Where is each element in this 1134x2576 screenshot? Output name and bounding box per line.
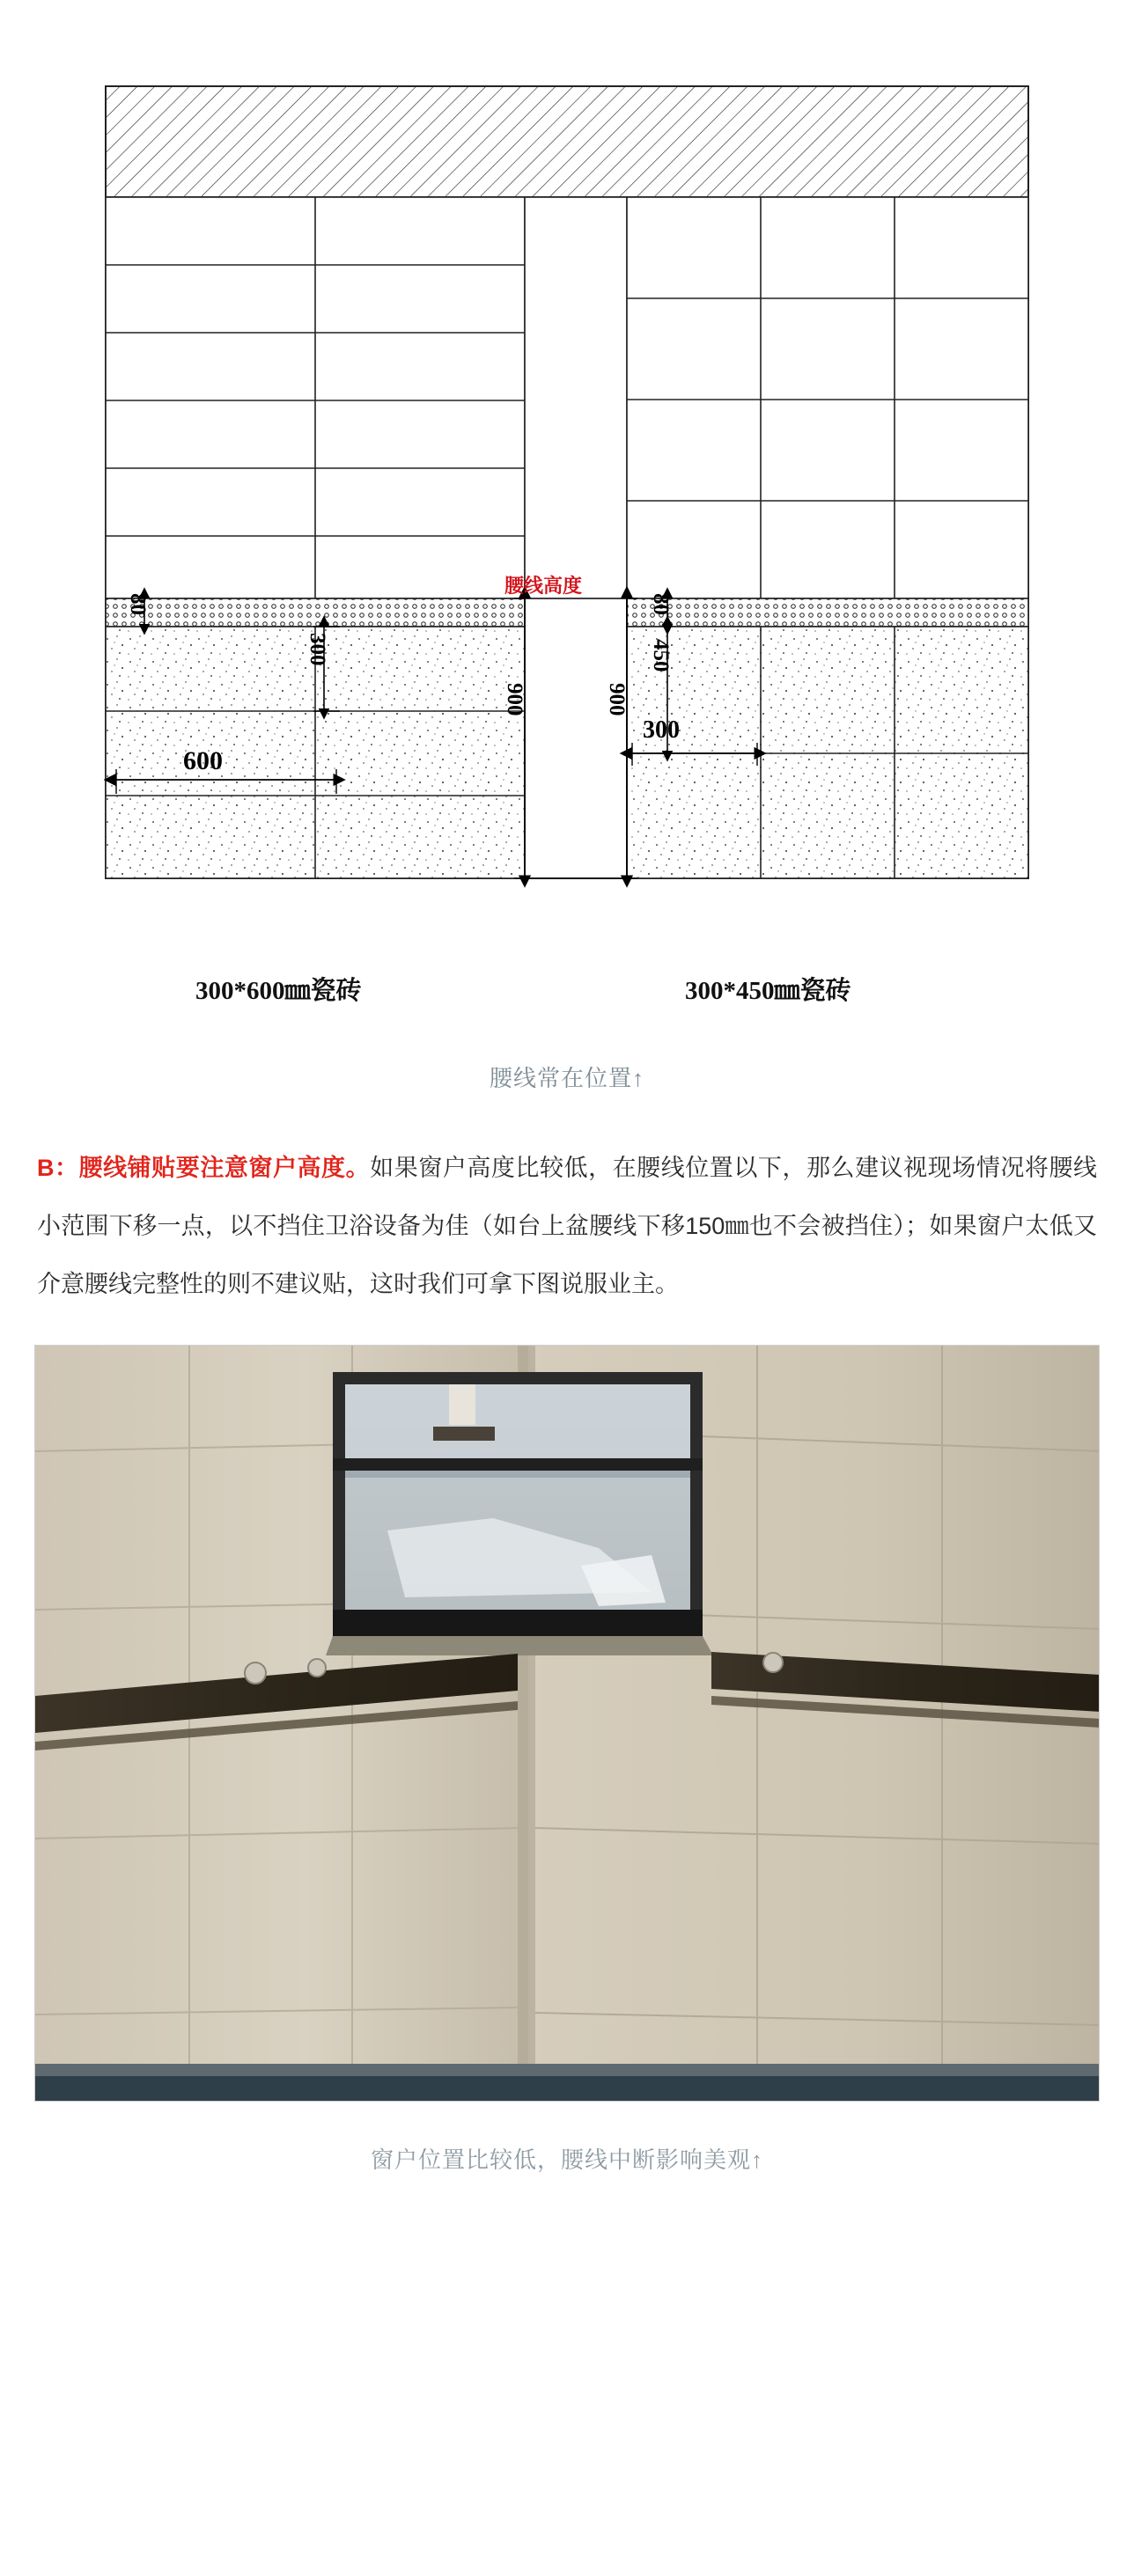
dim-right-row-height: 450	[649, 639, 673, 672]
diagram-caption: 腰线常在位置↑	[489, 1065, 644, 1091]
dim-right-waist-thickness: 80	[649, 593, 673, 615]
dim-left-waist-thickness: 80	[126, 593, 150, 615]
tile-spec-left: 300*600㎜瓷砖	[195, 977, 362, 1005]
tile-layout-diagram	[104, 84, 1030, 951]
paragraph-highlight: B：腰线铺贴要注意窗户高度。	[37, 1155, 371, 1181]
photo-caption: 窗户位置比较低，腰线中断影响美观↑	[370, 2147, 763, 2173]
photo-illustration	[35, 1346, 1100, 2102]
dim-right-tile-width: 300	[643, 716, 680, 744]
body-paragraph	[37, 1139, 1097, 1313]
bathroom-tile-window-photo	[34, 1345, 1100, 2102]
tile-spec-right: 300*450㎜瓷砖	[685, 977, 851, 1005]
dim-left-tile-width: 600	[183, 746, 223, 775]
paragraph-text: 如果窗户高度比较低，在腰线位置以下，那么建议视现场情况将腰线小范围下移一点，以不挡住卫浴设备为佳（如台上盆腰线下移150㎜也不会被挡住）；如果窗户太低又介意腰线完整性的则不建议贴，这时我们可拿下图说服业主。	[37, 1155, 1098, 1297]
dim-left-row-height: 300	[306, 633, 329, 666]
dim-waist-height-right: 900	[605, 683, 629, 716]
article-page	[0, 84, 1134, 2576]
waist-line-height-label: 腰线高度	[504, 575, 583, 597]
tile-layout-svg	[104, 84, 1030, 951]
dim-waist-height-left: 900	[503, 683, 526, 716]
tile-spec-captions	[0, 971, 1134, 1015]
